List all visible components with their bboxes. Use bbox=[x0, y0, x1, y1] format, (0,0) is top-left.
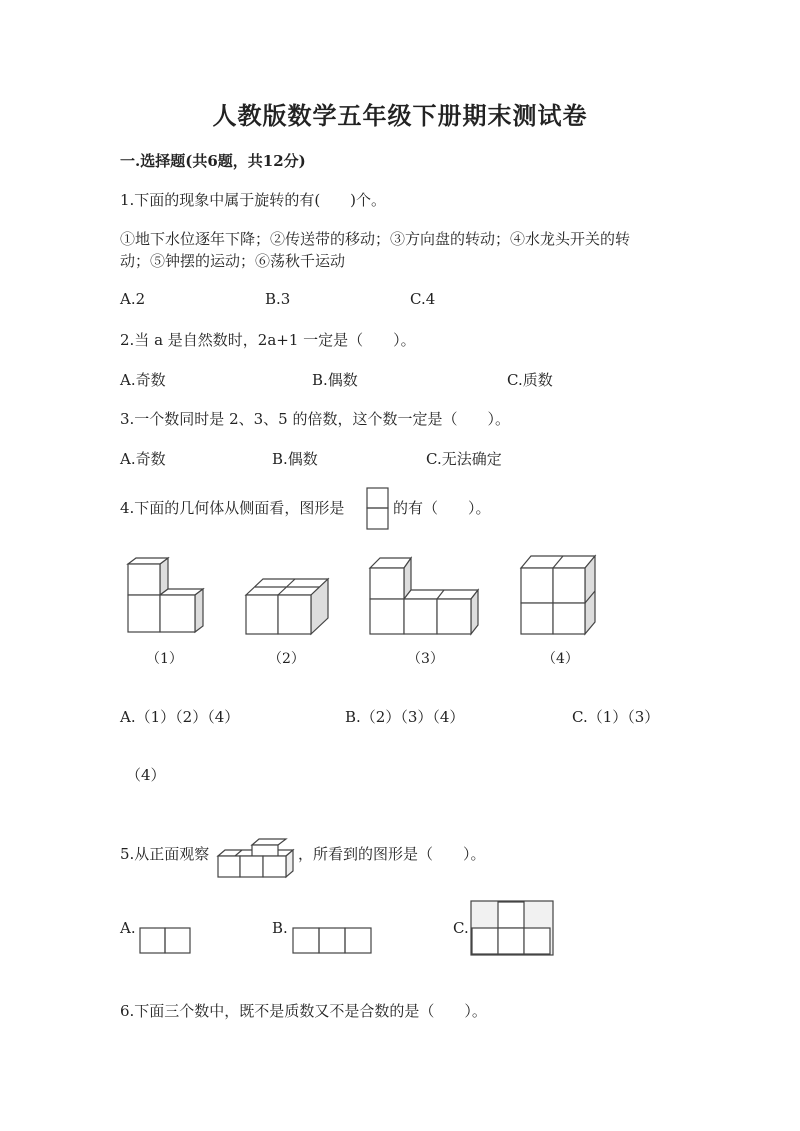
cube-arrangement-icon bbox=[218, 838, 298, 878]
section-heading: 一.选择题(共6题，共12分) bbox=[120, 152, 306, 170]
question-2-option-c[interactable]: C.质数 bbox=[507, 371, 553, 389]
question-6-stem: 6.下面三个数中，既不是质数又不是合数的是（ ）。 bbox=[120, 1002, 487, 1020]
figure-1-caption: （1） bbox=[146, 651, 183, 667]
question-3-stem: 3.一个数同时是 2、3、5 的倍数，这个数一定是（ ）。 bbox=[120, 410, 510, 428]
question-1-option-c[interactable]: C.4 bbox=[410, 290, 436, 308]
question-3-option-b[interactable]: B.偶数 bbox=[272, 450, 318, 468]
question-5-option-a[interactable]: A. bbox=[120, 919, 136, 937]
solid-figure-2 bbox=[246, 578, 331, 638]
question-2-option-a[interactable]: A.奇数 bbox=[120, 371, 166, 389]
question-2-stem: 2.当 a 是自然数时，2a+1 一定是（ ）。 bbox=[120, 331, 416, 349]
question-4-option-b[interactable]: B.（2）（3）（4） bbox=[345, 708, 465, 726]
question-1-text-line2: 动；⑤钟摆的运动；⑥荡秋千运动 bbox=[120, 252, 346, 270]
question-1-option-b[interactable]: B.3 bbox=[265, 290, 291, 308]
figure-3-caption: （3） bbox=[407, 651, 444, 667]
figure-4-caption: （4） bbox=[542, 651, 579, 667]
question-2-option-b[interactable]: B.偶数 bbox=[312, 371, 358, 389]
option-c-shape bbox=[471, 901, 555, 957]
page-title: 人教版数学五年级下册期末测试卷 bbox=[212, 101, 588, 130]
figure-2-caption: （2） bbox=[268, 651, 305, 667]
option-a-shape bbox=[139, 927, 193, 955]
question-5-stem-end: ，所看到的图形是（ ）。 bbox=[298, 845, 486, 863]
question-5-option-b[interactable]: B. bbox=[272, 919, 288, 937]
question-4-option-c-continued: （4） bbox=[126, 766, 166, 784]
solid-figure-3 bbox=[370, 558, 482, 638]
question-1-stem: 1.下面的现象中属于旋转的有( )个。 bbox=[120, 191, 387, 209]
question-4-option-c[interactable]: C.（1）（3） bbox=[572, 708, 660, 726]
question-4-stem-start: 4.下面的几何体从侧面看，图形是 bbox=[120, 499, 345, 517]
question-4-stem-end: 的有（ ）。 bbox=[393, 499, 491, 517]
question-4-option-a[interactable]: A.（1）（2）（4） bbox=[120, 708, 240, 726]
solid-figure-4 bbox=[521, 556, 601, 638]
question-1-option-a[interactable]: A.2 bbox=[120, 290, 146, 308]
question-3-option-c[interactable]: C.无法确定 bbox=[426, 450, 502, 468]
option-b-shape bbox=[292, 927, 374, 955]
solid-figure-1 bbox=[128, 558, 208, 638]
question-3-option-a[interactable]: A.奇数 bbox=[120, 450, 166, 468]
question-1-text-line1: ①地下水位逐年下降；②传送带的移动；③方向盘的转动；④水龙头开关的转 bbox=[120, 230, 631, 248]
side-view-shape-icon bbox=[366, 487, 390, 531]
question-5-stem-start: 5.从正面观察 bbox=[120, 845, 210, 863]
question-5-option-c[interactable]: C. bbox=[453, 919, 469, 937]
